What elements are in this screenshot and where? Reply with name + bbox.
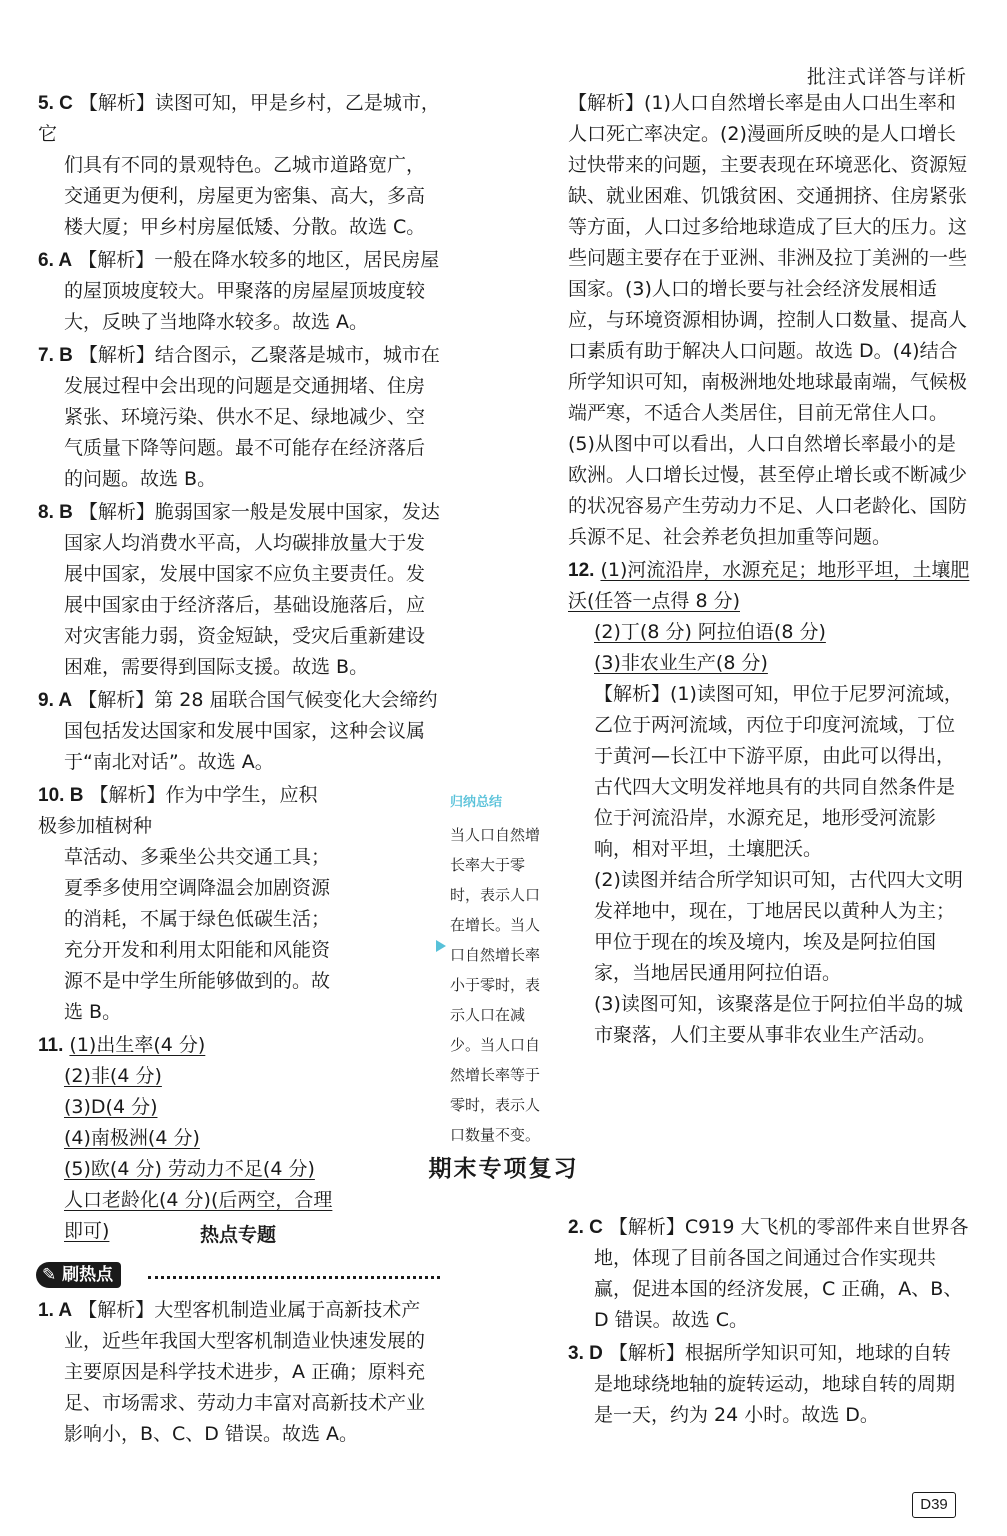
answer-line: (5)欧(4 分) 劳动力不足(4 分) 人口老龄化(4 分)(后两空，合理即可) [64,1158,333,1242]
question-number: 6. A [38,250,73,271]
analysis-first-line: 【解析】读图可知，甲是乡村，乙是城市，它 [38,92,440,145]
right-column [568,88,970,1053]
question-number: 5. C [38,93,73,114]
question-number: 10. B [38,785,84,806]
analysis-paragraph: 【解析】(1)读图可知，甲位于尼罗河流域，乙位于两河流域，丙位于印度河流域，丁位于黄河—长江中下游平原，由此可以得出，古代四大文明发祥地具有的共同自然条件是位于河流沿岸，水源充足，地形受河流影响，相对平坦，土壤肥沃。 [594,683,963,860]
answer-item [568,1212,970,1336]
analysis-first-line: 【解析】结合图示，乙聚落是城市，城市在 [78,344,440,366]
bottom-right-column [568,1212,970,1433]
question-number: 2. C [568,1217,603,1238]
answer-line: (4)南极洲(4 分) [64,1127,200,1149]
bottom-left-column [38,1295,438,1452]
answer-item [38,685,443,778]
analysis-first-line: 【解析】根据所学知识可知，地球的自转 [608,1342,951,1364]
answer-item [38,780,443,1028]
header-title: 批注式详答与详析 [806,66,967,88]
question-number: 7. B [38,345,73,366]
analysis-first-line: 【解析】第 28 届联合国气候变化大会缔约 [78,689,438,711]
analysis-text: 是地球绕地轴的旋转运动，地球自转的周期是一天，约为 24 小时。故选 D。 [594,1373,956,1426]
brush-icon: ✎ [42,1265,57,1285]
analysis-first-line: 【解析】大型客机制造业属于高新技术产 [78,1299,421,1321]
question-number: 11. [38,1035,64,1056]
analysis-paragraph: (2)读图并结合所学知识可知，古代四大文明发祥地中，现在，丁地居民以黄种人为主；甲位于现在的埃及境内，埃及是阿拉伯国家，当地居民通用阿拉伯语。 [594,869,963,984]
question-number: 9. A [38,690,73,711]
answer-line: (2)非(4 分) [64,1065,162,1087]
answer-item [38,497,443,683]
analysis-text: 们具有不同的景观特色。乙城市道路宽广，交通更为便利，房屋更为密集、高大，多高楼大厦；甲乡村房屋低矮、分散。故选 C。 [64,154,426,238]
section-title: 期末专项复习 [428,1156,579,1182]
answer-item [38,1295,438,1450]
answer-item [38,340,443,495]
side-note-tag: 归纳总结 [450,795,503,810]
analysis-first-line: 【解析】C919 大飞机的零部件来自世界各 [608,1216,969,1238]
analysis-text: 国家人均消费水平高，人均碳排放量大于发展中国家，发展中国家不应负主要责任。发展中国家由于经济落后，基础设施落后，应对灾害能力弱，资金短缺，受灾后重新建设困难，需要得到国际支援。故选 B。 [64,532,426,678]
question-number: 8. B [38,502,73,523]
answer-line: (1)出生率(4 分) [69,1034,206,1056]
question-number: 12. [568,560,595,581]
note-arrow-icon [436,940,446,952]
analysis-text: 国包括发达国家和发展中国家，这种会议属于“南北对话”。故选 A。 [64,720,426,773]
question-number: 3. D [568,1343,603,1364]
analysis-text: 【解析】(1)人口自然增长率是由人口出生率和人口死亡率决定。(2)漫画所反映的是人口增长过快带来的问题，主要表现在环境恶化、资源短缺、就业困难、饥饿贫困、交通拥挤、住房紧张等方面，人口过多给地球造成了巨大的压力。这些问题主要存在于亚洲、非洲及拉丁美洲的一些国家。(3)人口的增长要与社会经济发展相适应，与环境资源相协调，控制人口数量、提高人口素质有助于解决人口问题。故选 D。(4)结合所学知识可知，南极洲地处地球最南端，气候极端严寒，不适合人类居住，目前无常住人口。(5)从图中可以看出，人口自然增长率最小的是欧洲。人口增长过慢，甚至停止增长或不断减少的状况容易产生劳动力不足、人口老龄化、国防兵源不足、社会养老负担加重等问题。 [568,92,968,548]
analysis-text: 业，近些年我国大型客机制造业快速发展的主要原因是科学技术进步，A 正确；原料充足、市场需求、劳动力丰富对高新技术产业影响小，B、C、D 错误。故选 A。 [64,1330,426,1445]
analysis-first-line: 【解析】一般在降水较多的地区，居民房屋 [78,249,440,271]
analysis-first-line: 【解析】脆弱国家一般是发展中国家，发达 [78,501,440,523]
hot-badge-label: ✎ 刷热点 [36,1262,121,1288]
side-note-text: 当人口自然增长率大于零时，表示人口在增长。当人口自然增长率小于零时，表示人口在减少。当人口自然增长率等于零时，表示人口数量不变。 [450,826,541,1144]
answer-line: (1)河流沿岸，水源充足；地形平坦，土壤肥沃(任答一点得 8 分) [568,559,970,612]
answer-item [38,88,443,243]
answer-line: (3)D(4 分) [64,1096,158,1118]
question-number: 1. A [38,1300,73,1321]
side-note [450,788,554,1150]
answer-item [568,1338,970,1431]
answer-line: (2)丁(8 分) 阿拉伯语(8 分) [594,621,826,643]
analysis-paragraph: (3)读图可知，该聚落是位于阿拉伯半岛的城市聚落，人们主要从事非农业生产活动。 [594,993,963,1046]
analysis-text: 地，体现了目前各国之间通过合作实现共赢，促进本国的经济发展，C 正确，A、B、D 错误。故选 C。 [594,1247,963,1331]
answer-item [38,245,443,338]
analysis-first-line: 【解析】作为中学生，应积极参加植树种 [38,784,318,837]
subsection-title: 热点专题 [199,1224,276,1246]
page-number: D39 [912,1492,956,1518]
analysis-text: 发展过程中会出现的问题是交通拥堵、住房紧张、环境污染、供水不足、绿地减少、空气质量下降等问题。最不可能存在经济落后的问题。故选 B。 [64,375,426,490]
analysis-text: 草活动、多乘坐公共交通工具；夏季多使用空调降温会加剧资源的消耗，不属于绿色低碳生活；充分开发和利用太阳能和风能资源不是中学生所能够做到的。故选 B。 [64,846,331,1023]
analysis-text: 的屋顶坡度较大。甲聚落的房屋屋顶坡度较大，反映了当地降水较多。故选 A。 [64,280,426,333]
answer-item-12 [568,555,970,1051]
hot-badge [36,1262,440,1290]
answer-item-11 [38,1030,443,1247]
answer-line: (3)非农业生产(8 分) [594,652,768,674]
left-column [38,88,443,1249]
analysis-11 [568,88,970,553]
dotted-divider [148,1276,440,1279]
